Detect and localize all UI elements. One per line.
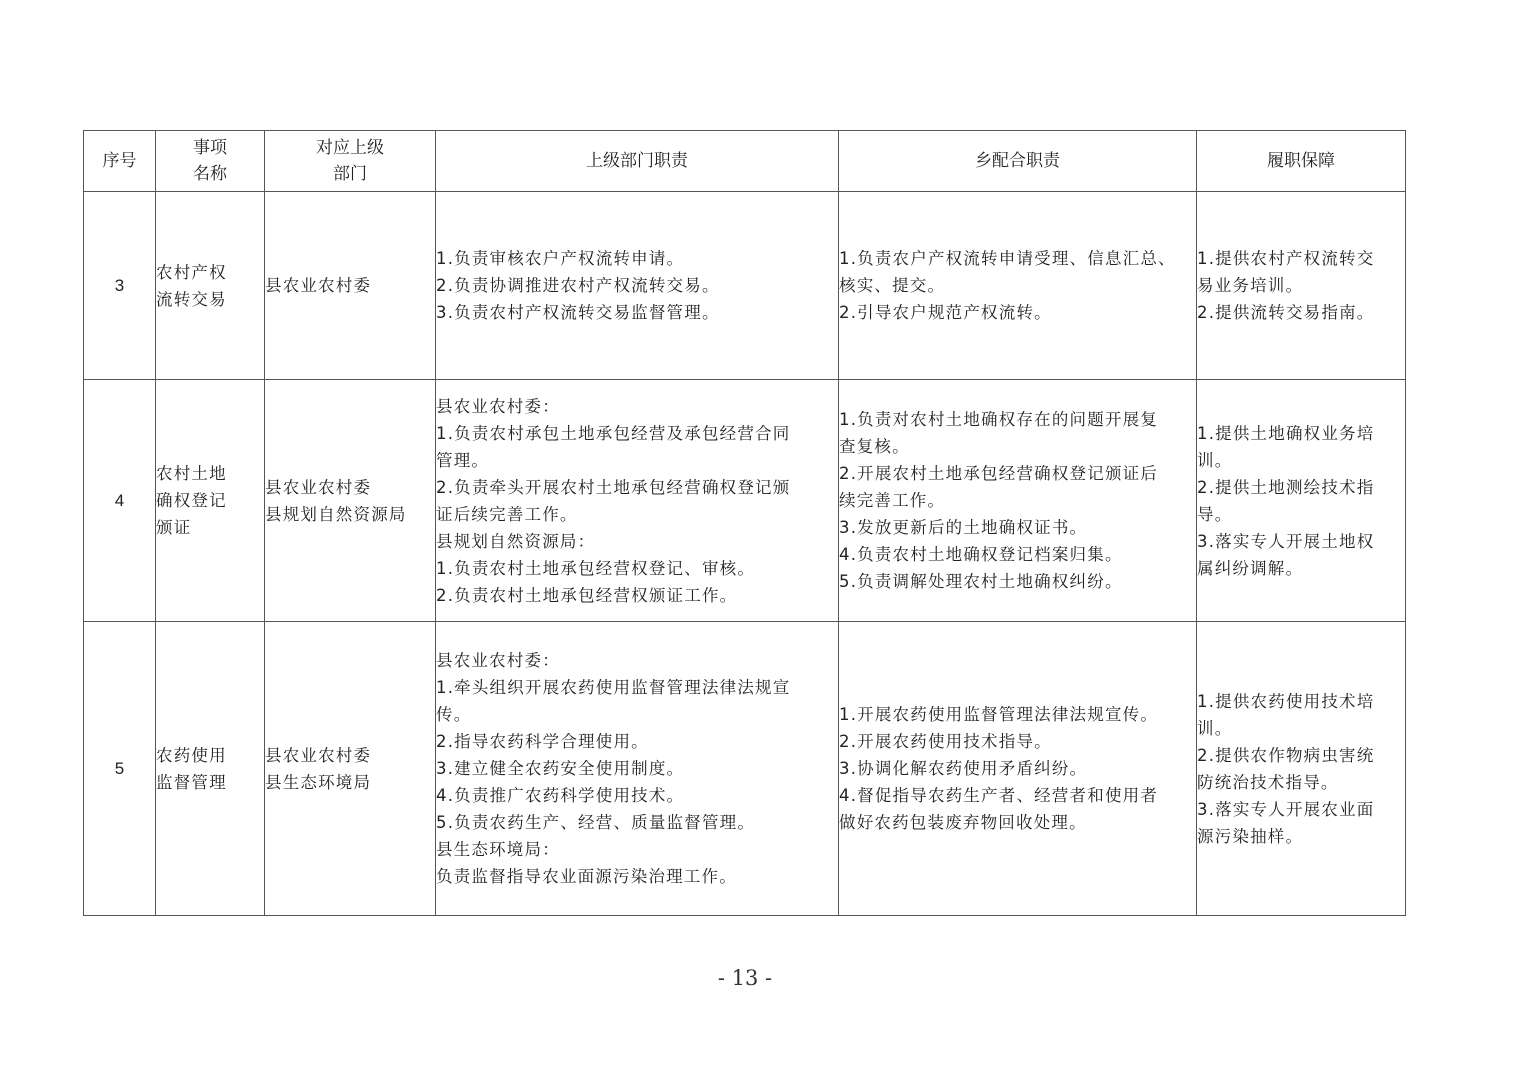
text-line: 2.开展农药使用技术指导。: [839, 732, 1052, 751]
header-line: 履职保障: [1267, 151, 1335, 171]
row-upper-dept: [265, 380, 436, 622]
text-line: 属纠纷调解。: [1197, 558, 1304, 578]
duty-table: [83, 130, 1406, 916]
text-line: 流转交易: [156, 289, 227, 309]
text-line: 负责监督指导农业面源污染治理工作。: [436, 867, 737, 886]
text-line: 县农业农村委：: [436, 651, 560, 670]
text-line: 1.提供土地确权业务培: [1197, 423, 1375, 443]
text-line: 2.提供农作物病虫害统: [1197, 745, 1375, 765]
text-line: 3.协调化解农药使用矛盾纠纷。: [839, 759, 1088, 778]
header-town-duty: [839, 131, 1197, 192]
header-line: 部门: [333, 164, 367, 184]
text-line: 1.负责审核农户产权流转申请。: [436, 249, 685, 268]
row-town-duty: [839, 622, 1197, 916]
text-line: 传。: [436, 705, 472, 724]
table-row: [84, 192, 1406, 380]
text-line: 训。: [1197, 718, 1233, 738]
text-line: 防统治技术指导。: [1197, 772, 1339, 792]
row-item-name: [156, 380, 265, 622]
text-line: 3.落实专人开展农业面: [1197, 799, 1375, 819]
header-upper-dept: [265, 131, 436, 192]
text-line: 4.负责推广农药科学使用技术。: [436, 786, 685, 805]
text-line: 4.负责农村土地确权登记档案归集。: [839, 545, 1123, 564]
row-guarantee: [1197, 192, 1406, 380]
text-line: 县规划自然资源局：: [436, 531, 596, 551]
header-line: 名称: [193, 164, 227, 184]
text-line: 训。: [1197, 450, 1233, 470]
row-upper-duty: [436, 622, 839, 916]
text-line: 1.负责对农村土地确权存在的问题开展复: [839, 410, 1159, 429]
text-line: 农村土地: [156, 464, 227, 483]
row-item-name: [156, 192, 265, 380]
text-line: 3.落实专人开展土地权: [1197, 531, 1375, 551]
text-line: 核实、提交。: [839, 276, 946, 295]
text-line: 导。: [1197, 504, 1233, 524]
text-line: 3.负责农村产权流转交易监督管理。: [436, 303, 720, 322]
text-line: 县农业农村委：: [436, 396, 560, 416]
text-line: 查复核。: [839, 437, 910, 456]
text-line: 证后续完善工作。: [436, 504, 578, 524]
text-line: 管理。: [436, 450, 490, 470]
text-line: 县农业农村委: [265, 276, 372, 295]
text-line: 2.负责牵头开展农村土地承包经营确权登记颁: [436, 477, 791, 497]
row-guarantee: [1197, 380, 1406, 622]
table-row: [84, 380, 1406, 622]
text-line: 2.提供流转交易指南。: [1197, 303, 1375, 322]
row-item-name: [156, 622, 265, 916]
text-line: 续完善工作。: [839, 491, 946, 510]
text-line: 县规划自然资源局: [265, 504, 407, 524]
text-line: 5.负责农药生产、经营、质量监督管理。: [436, 813, 756, 832]
text-line: 确权登记: [156, 491, 227, 510]
text-line: 5.负责调解处理农村土地确权纠纷。: [839, 572, 1123, 591]
text-line: 做好农药包装废弃物回收处理。: [839, 813, 1087, 832]
text-line: 2.指导农药科学合理使用。: [436, 732, 649, 751]
text-line: 县生态环境局: [265, 772, 372, 792]
text-line: 农药使用: [156, 745, 227, 765]
row-town-duty: [839, 192, 1197, 380]
text-line: 2.开展农村土地承包经营确权登记颁证后: [839, 464, 1159, 483]
header-item-name: [156, 131, 265, 192]
header-serial: [84, 131, 156, 192]
header-line: 上级部门职责: [586, 151, 688, 171]
header-guarantee: [1197, 131, 1406, 192]
row-guarantee: [1197, 622, 1406, 916]
text-line: 颁证: [156, 518, 192, 537]
text-line: 1.牵头组织开展农药使用监督管理法律法规宣: [436, 678, 791, 697]
header-upper-duty: [436, 131, 839, 192]
text-line: 农村产权: [156, 262, 227, 282]
text-line: 2.提供土地测绘技术指: [1197, 477, 1375, 497]
text-line: 1.负责农村承包土地承包经营及承包经营合同: [436, 423, 791, 443]
text-line: 1.负责农村土地承包经营权登记、审核。: [436, 558, 756, 578]
text-line: 1.负责农户产权流转申请受理、信息汇总、: [839, 249, 1176, 268]
header-line: 对应上级: [316, 138, 384, 158]
row-serial: 4: [84, 380, 156, 622]
text-line: 县生态环境局：: [436, 840, 560, 859]
text-line: 4.督促指导农药生产者、经营者和使用者: [839, 786, 1159, 805]
row-upper-dept: [265, 192, 436, 380]
row-serial: 5: [84, 622, 156, 916]
text-line: 1.开展农药使用监督管理法律法规宣传。: [839, 705, 1159, 724]
text-line: 监督管理: [156, 772, 227, 792]
table-header-row: [84, 131, 1406, 192]
row-serial: 3: [84, 192, 156, 380]
text-line: 2.负责农村土地承包经营权颁证工作。: [436, 585, 738, 605]
text-line: 县农业农村委: [265, 745, 372, 765]
text-line: 县农业农村委: [265, 477, 372, 497]
text-line: 易业务培训。: [1197, 276, 1304, 295]
text-line: 1.提供农村产权流转交: [1197, 249, 1375, 268]
text-line: 2.引导农户规范产权流转。: [839, 303, 1052, 322]
text-line: 3.建立健全农药安全使用制度。: [436, 759, 685, 778]
page-number: - 13 -: [717, 966, 773, 990]
text-line: 1.提供农药使用技术培: [1197, 691, 1375, 711]
text-line: 3.发放更新后的土地确权证书。: [839, 518, 1088, 537]
text-line: 源污染抽样。: [1197, 826, 1304, 846]
row-upper-duty: [436, 192, 839, 380]
row-upper-duty: [436, 380, 839, 622]
header-line: 序号: [102, 151, 137, 171]
header-line: 事项: [193, 138, 227, 158]
text-line: 2.负责协调推进农村产权流转交易。: [436, 276, 720, 295]
header-line: 乡配合职责: [975, 151, 1060, 171]
table-row: [84, 622, 1406, 916]
row-upper-dept: [265, 622, 436, 916]
row-town-duty: [839, 380, 1197, 622]
